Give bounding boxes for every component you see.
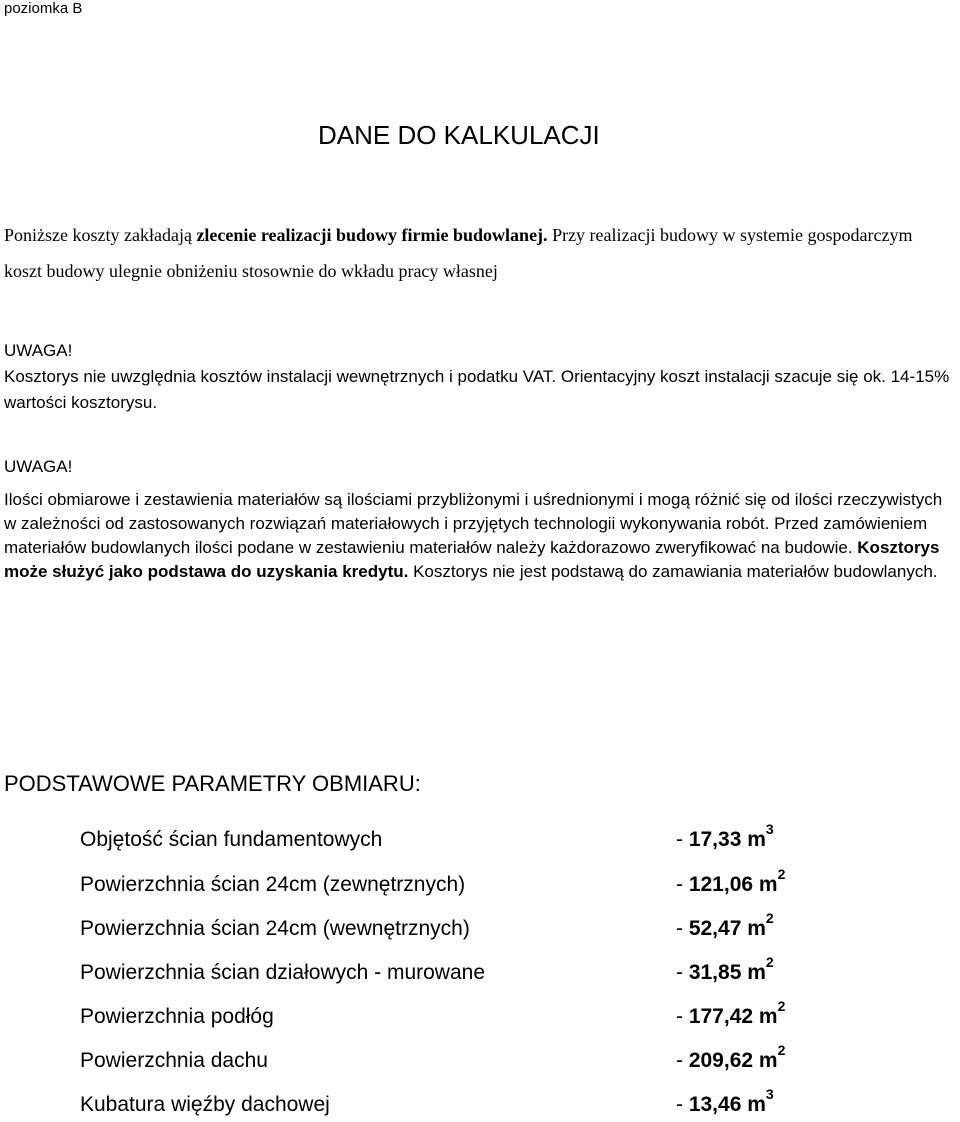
param-dash: - bbox=[676, 1049, 689, 1072]
warning-vat bbox=[4, 338, 959, 416]
param-unit-exponent: 2 bbox=[765, 954, 774, 970]
param-label: Kubatura więźby dachowej bbox=[80, 1093, 330, 1116]
warning-quantities-text-1: Ilości obmiarowe i zestawienia materiałów są ilościami przybliżonymi i uśrednionymi i mogą różnić się od ilości rzeczywistych w zależności od zastosowanych rozwiązań materiałowych i przyjętych technologii wykonywania robót. Przed zamówieniem materiałów budowlanych ilości podane w zestawieniu materiałów należy każdorazowo zweryfikować na budowie. bbox=[4, 490, 943, 557]
param-label: Powierzchnia dachu bbox=[80, 1049, 268, 1072]
param-number: 17,33 m bbox=[688, 828, 766, 851]
param-value bbox=[676, 868, 785, 902]
param-unit-exponent: 2 bbox=[777, 866, 786, 882]
param-value bbox=[676, 912, 774, 946]
param-number: 121,06 m bbox=[688, 873, 778, 896]
param-row bbox=[80, 1000, 940, 1034]
page-header-label: poziomka B bbox=[4, 0, 83, 17]
param-unit-exponent: 3 bbox=[765, 821, 774, 837]
params-heading: PODSTAWOWE PARAMETRY OBMIARU: bbox=[4, 771, 421, 796]
param-number: 31,85 m bbox=[688, 961, 766, 984]
param-number: 13,46 m bbox=[688, 1093, 766, 1116]
intro-paragraph bbox=[4, 217, 954, 289]
warning-quantities bbox=[4, 454, 959, 584]
warning-credit-emphasis: Kosztorys może służyć jako podstawa do uzyskania kredytu. bbox=[4, 538, 940, 581]
param-label: Powierzchnia podłóg bbox=[80, 1005, 274, 1028]
intro-text-2: Przy realizacji budowy w systemie gospodarczym koszt budowy ulegnie obniżeniu stosownie do wkładu pracy własnej bbox=[4, 225, 913, 281]
param-dash: - bbox=[676, 1093, 689, 1116]
param-dash: - bbox=[676, 961, 689, 984]
param-row bbox=[80, 868, 940, 902]
param-value bbox=[676, 956, 774, 990]
param-row bbox=[80, 1044, 940, 1078]
param-label: Powierzchnia ścian 24cm (zewnętrznych) bbox=[80, 873, 466, 896]
warning-quantities-text-2: Kosztorys nie jest podstawą do zamawiania materiałów budowlanych. bbox=[408, 562, 938, 581]
param-dash: - bbox=[676, 873, 689, 896]
param-value bbox=[676, 823, 774, 857]
param-unit-exponent: 3 bbox=[765, 1086, 774, 1102]
param-dash: - bbox=[676, 828, 689, 851]
param-row bbox=[80, 823, 940, 857]
param-row bbox=[80, 956, 940, 990]
page-title: DANE DO KALKULACJI bbox=[318, 120, 600, 150]
param-unit-exponent: 2 bbox=[765, 910, 774, 926]
param-row bbox=[80, 912, 940, 946]
param-value bbox=[676, 1044, 785, 1078]
param-dash: - bbox=[676, 1005, 689, 1028]
param-row bbox=[80, 1088, 940, 1122]
param-number: 52,47 m bbox=[688, 917, 766, 940]
param-label: Objętość ścian fundamentowych bbox=[80, 828, 383, 851]
param-number: 209,62 m bbox=[688, 1049, 778, 1072]
intro-text-1: Poniższe koszty zakładają bbox=[4, 225, 197, 245]
param-unit-exponent: 2 bbox=[777, 998, 786, 1014]
param-value bbox=[676, 1000, 785, 1034]
intro-emphasis: zlecenie realizacji budowy firmie budowlanej. bbox=[196, 225, 548, 245]
param-number: 177,42 m bbox=[688, 1005, 778, 1028]
param-value bbox=[676, 1088, 774, 1122]
param-label: Powierzchnia ścian działowych - murowane bbox=[80, 961, 486, 984]
param-label: Powierzchnia ścian 24cm (wewnętrznych) bbox=[80, 917, 470, 940]
warning-vat-text: Kosztorys nie uwzględnia kosztów instalacji wewnętrznych i podatku VAT. Orientacyjny koszt instalacji szacuje się ok. 14-15% wartości kosztorysu. bbox=[4, 367, 950, 412]
warning-quantities-heading: UWAGA! bbox=[4, 457, 73, 476]
warning-quantities-text bbox=[4, 488, 959, 584]
param-unit-exponent: 2 bbox=[777, 1042, 786, 1058]
warning-vat-heading: UWAGA! bbox=[4, 341, 73, 360]
param-dash: - bbox=[676, 917, 689, 940]
